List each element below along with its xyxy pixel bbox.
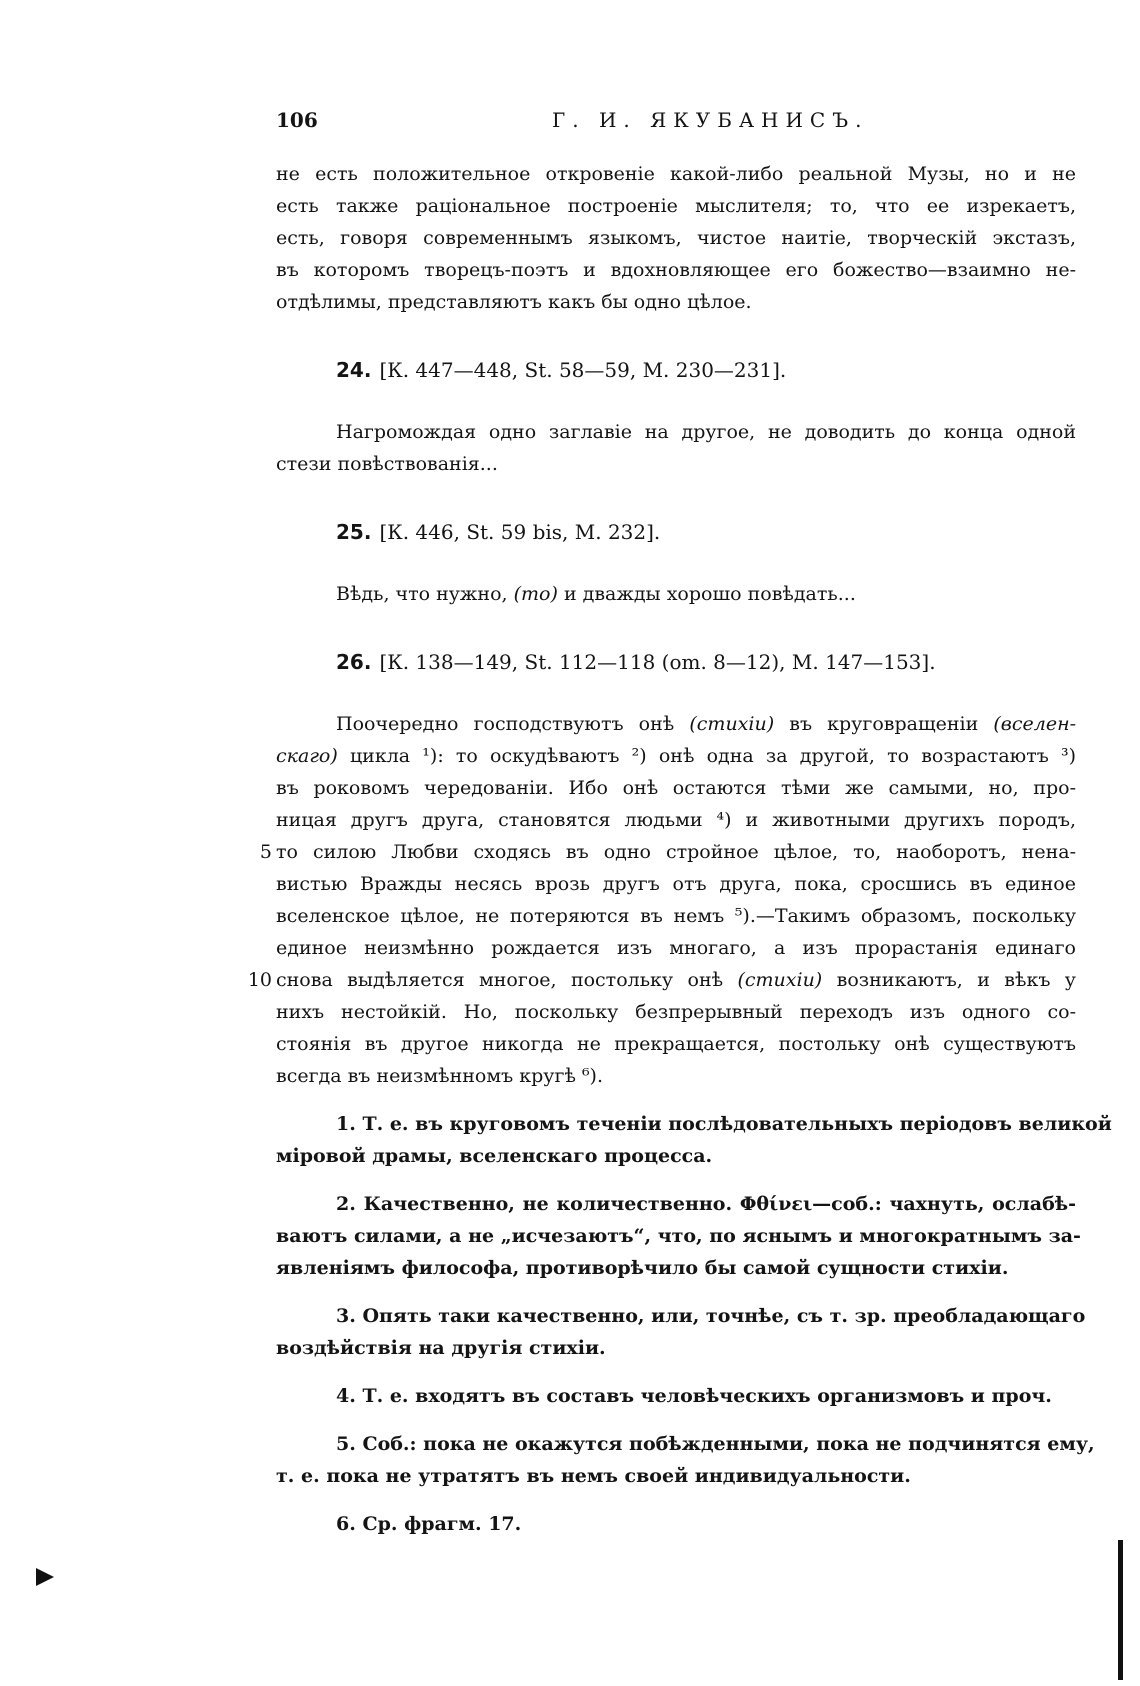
fragment-heading-24 (276, 354, 1076, 386)
running-title: Г. И. ЯКУБАНИСЪ. (552, 108, 869, 132)
text-line: въ роковомъ чередованіи. Ибо онѣ остаются тѣми же самыми, но, про- (276, 777, 1076, 799)
text-line: не есть положительное откровеніе какой-либо реальной Музы, но и не (276, 163, 1076, 185)
text-line: всегда въ неизмѣнномъ кругѣ ⁶). (276, 1065, 604, 1087)
text-line: нихъ нестойкій. Но, поскольку безпрерывный переходъ изъ одного со- (276, 1001, 1076, 1023)
text-line: единое неизмѣнно рождается изъ многаго, а изъ прорастанія единаго (276, 937, 1076, 959)
text-line: ницая другъ друга, становятся людьми ⁴) и животными другихъ породъ, (276, 809, 1076, 831)
text-line: въ которомъ творецъ-поэтъ и вдохновляющее его божество—взаимно не- (276, 259, 1076, 281)
text-line: вселенское цѣлое, не потеряются въ немъ ⁵).—Такимъ образомъ, поскольку (276, 905, 1076, 927)
page-number: 106 (276, 108, 318, 132)
text-line: то силою Любви сходясь въ одно стройное цѣлое, то, наоборотъ, нена- (276, 841, 1076, 863)
footnote-1: 1. Т. е. въ круговомъ теченіи послѣдовательныхъ періодовъ великой міровой драмы, вселенскаго процесса. (276, 1113, 1112, 1167)
footnotes (276, 1108, 1112, 1540)
text-line: отдѣлимы, представляютъ какъ бы одно цѣлое. (276, 291, 752, 313)
intro-paragraph (276, 158, 1076, 318)
fragment-number: 26. (336, 650, 372, 674)
text-line: есть, говоря современнымъ языкомъ, чистое наитіе, творческій экстазъ, (276, 227, 1076, 249)
text-line: Поочередно господствуютъ онѣ (стихіи) въ круговращеніи (вселен- (336, 713, 1077, 735)
footnote-3: 3. Опять таки качественно, или, точнѣе, съ т. зр. преобладающаго воздѣйствія на другія стихіи. (276, 1305, 1086, 1359)
footnote-4: 4. Т. е. входятъ въ составъ человѣческихъ организмовъ и проч. (336, 1385, 1052, 1407)
footnote-5: 5. Соб.: пока не окажутся побѣжденными, пока не подчинятся ему, т. е. пока не утратятъ въ немъ своей индивидуальности. (276, 1433, 1095, 1487)
fragment-reference: [К. 447—448, St. 58—59, М. 230—231]. (379, 358, 787, 382)
text-line: снова выдѣляется многое, постольку онѣ (стихіи) возникаютъ, и вѣкъ у (276, 969, 1076, 991)
fragment-heading-26 (276, 646, 1076, 678)
line-number-5: 5 (259, 841, 272, 863)
text-line: вистью Вражды несясь врозь другъ отъ друга, пока, сросшись въ единое (276, 873, 1076, 895)
fragment-text-24 (276, 416, 1076, 480)
scan-arrow-mark (36, 1568, 54, 1586)
text-line: стези повѣствованія... (276, 453, 498, 475)
text-line: стоянія въ другое никогда не прекращается, постольку онѣ существуютъ (276, 1033, 1076, 1055)
text-line: есть также раціональное построеніе мыслителя; то, что ее изрекаетъ, (276, 195, 1076, 217)
footnote-2: 2. Качественно, не количественно. Φθίνει—соб.: чахнуть, ослабѣ- ваютъ силами, а не „исчезаютъ“, что, по яснымъ и многократнымъ за- явленіямъ философа, противорѣчило бы самой сущности стихіи. (276, 1193, 1081, 1279)
text-line: скаго) цикла ¹): то оскудѣваютъ ²) онѣ одна за другой, то возрастаютъ ³) (276, 745, 1077, 767)
text-column (247, 158, 1112, 1540)
page-header (276, 108, 1076, 138)
scan-edge-bar (1118, 1540, 1123, 1680)
fragment-number: 24. (336, 358, 372, 382)
line-number-10: 10 (247, 969, 272, 991)
fragment-number: 25. (336, 520, 372, 544)
footnote-6: 6. Ср. фрагм. 17. (336, 1513, 522, 1535)
fragment-reference: [К. 138—149, St. 112—118 (om. 8—12), М. 147—153]. (379, 650, 936, 674)
fragment-reference: [К. 446, St. 59 bis, М. 232]. (379, 520, 661, 544)
fragment-text-26 (247, 708, 1077, 1092)
fragment-text-25: Вѣдь, что нужно, (то) и дважды хорошо повѣдать... (336, 583, 856, 605)
fragment-heading-25 (276, 516, 1076, 548)
text-line: Нагромождая одно заглавіе на другое, не доводить до конца одной (336, 421, 1076, 443)
